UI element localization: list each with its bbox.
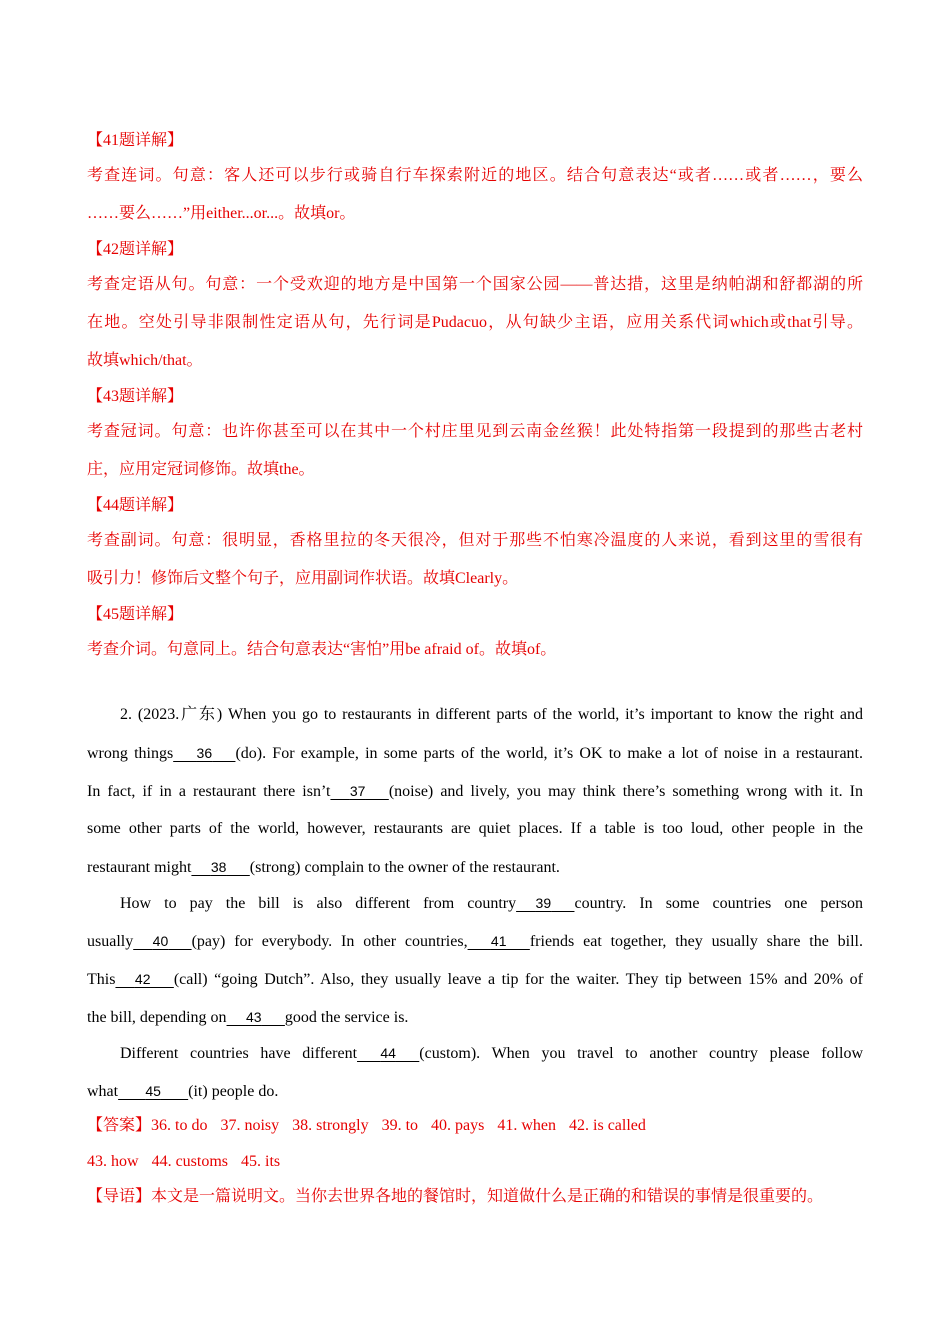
answer-item: 43. how: [87, 1153, 139, 1170]
explanation-42-heading: 【42题详解】: [87, 241, 184, 258]
blank-45: 45: [145, 1083, 161, 1099]
explanation-44-line-1: 考查副词。句意：很明显，香格里拉的冬天很冷，但对于那些不怕寒冷温度的人来说，看到这里的雪很有: [87, 532, 863, 549]
passage-text: usually: [87, 933, 134, 950]
passage-text: (strong) complain to the owner of the restaurant.: [249, 859, 560, 876]
blank-39: 39: [535, 895, 552, 911]
passage-line: [87, 968, 863, 991]
answer-item: 37. noisy: [220, 1117, 280, 1134]
explanation-43-line-1: 考查冠词。句意：也许你甚至可以在其中一个村庄里见到云南金丝猴！此处特指第一段提到的那些古老村: [87, 423, 863, 440]
explanation-45-line-1: 考查介词。句意同上。结合句意表达“害怕”用be afraid of。故填of。: [87, 641, 557, 658]
blank-40: 40: [152, 933, 169, 949]
answer-item: 44. customs: [151, 1153, 229, 1170]
passage-text: friends eat together, they usually share the bill.: [529, 933, 864, 950]
explanation-43-heading: 【43题详解】: [87, 388, 184, 405]
passage-text: 2. (2023.广东) When you go to restaurants in different parts of the world, it’s important to know the right and: [120, 706, 863, 723]
passage-text: some other parts of the world, however, restaurants are quiet places. If a table is too loud, other people in the: [87, 820, 863, 837]
passage-text: wrong things: [87, 745, 174, 762]
passage-line: [87, 704, 863, 726]
passage-text: what: [87, 1083, 119, 1100]
blank-37: 37: [349, 783, 366, 799]
passage-line: [87, 818, 863, 840]
passage-text: (call) “going Dutch”. Also, they usually leave a tip for the waiter. They tip between 15% and 20% of: [173, 971, 863, 988]
passage-text: restaurant might: [87, 859, 192, 876]
passage-line: [87, 780, 863, 803]
explanation-45-heading: 【45题详解】: [87, 606, 184, 623]
guide-label: 【导语】: [87, 1188, 152, 1205]
passage-line: [87, 930, 863, 953]
blank-38: 38: [210, 859, 227, 875]
explanation-42-line-2: 在地。空处引导非限制性定语从句，先行词是Pudacuo，从句缺少主语，应用关系代词which或that引导。: [87, 314, 863, 331]
explanation-42-line-1: 考查定语从句。句意：一个受欢迎的地方是中国第一个国家公园——普达措，这里是纳帕湖和舒都湖的所: [87, 276, 863, 293]
passage-text: (noise) and lively, you may think there’s something wrong with it. In: [388, 783, 863, 800]
passage-text: In fact, if in a restaurant there isn’t: [87, 783, 331, 800]
blank-44: 44: [380, 1045, 396, 1061]
answer-label: 【答案】: [87, 1117, 152, 1134]
passage-text: (pay) for everybody. In other countries,: [191, 933, 468, 950]
explanation-41-line-1: 考查连词。句意：客人还可以步行或骑自行车探索附近的地区。结合句意表达“或者……或者……，要么: [87, 167, 863, 184]
passage-text: the bill, depending on: [87, 1009, 227, 1026]
passage-text: good the service is.: [284, 1009, 409, 1026]
guide-text: 本文是一篇说明文。当你去世界各地的餐馆时，知道做什么是正确的和错误的事情是很重要的。: [151, 1188, 824, 1205]
explanation-44-heading: 【44题详解】: [87, 497, 184, 514]
guide-line: [87, 1186, 823, 1208]
passage-line: [87, 892, 863, 915]
passage-text: (do). For example, in some parts of the world, it’s OK to make a lot of noise in a restaurant.: [235, 745, 863, 762]
passage-text: This: [87, 971, 116, 988]
passage-text: country. In some countries one person: [574, 895, 864, 912]
answer-item: 45. its: [241, 1153, 281, 1170]
blank-36: 36: [196, 745, 213, 761]
passage-line: [87, 1042, 863, 1065]
answer-item: 42. is called: [569, 1117, 646, 1134]
passage-text: Different countries have different: [120, 1045, 358, 1062]
explanation-41-line-2: ……要么……”用either...or...。故填or。: [87, 205, 356, 222]
answer-item: 38. strongly: [292, 1117, 369, 1134]
answer-item: 39. to: [381, 1117, 419, 1134]
answer-item: 40. pays: [431, 1117, 485, 1134]
blank-41: 41: [490, 933, 507, 949]
explanation-44-line-2: 吸引力！修饰后文整个句子，应用副词作状语。故填Clearly。: [87, 570, 519, 587]
passage-text: (custom). When you travel to another country please follow: [419, 1045, 863, 1062]
answer-item: 41. when: [497, 1117, 557, 1134]
explanation-41-heading: 【41题详解】: [87, 132, 184, 149]
explanation-42-line-3: 故填which/that。: [87, 352, 203, 369]
answer-item: 36. to do: [151, 1117, 208, 1134]
explanation-43-line-2: 庄，应用定冠词修饰。故填the。: [87, 461, 315, 478]
answer-row-2: [87, 1151, 293, 1173]
passage-line: [87, 856, 863, 879]
passage-text: How to pay the bill is also different from country: [120, 895, 517, 912]
passage-line: [87, 1080, 863, 1103]
passage-line: [87, 1006, 863, 1029]
passage-line: [87, 742, 863, 765]
passage-text: (it) people do.: [188, 1083, 279, 1100]
blank-42: 42: [134, 971, 151, 987]
blank-43: 43: [245, 1009, 262, 1025]
answer-row-1: [87, 1115, 659, 1137]
